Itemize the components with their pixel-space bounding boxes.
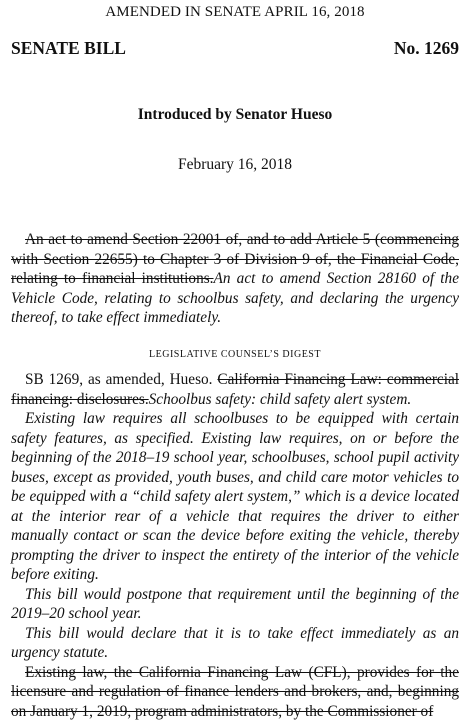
amended-notice: AMENDED IN SENATE APRIL 16, 2018 [0,4,470,21]
introduced-by: Introduced by Senator Hueso [0,106,470,124]
bill-header [11,38,459,59]
struck-title: An act to amend Section 22001 of, and to add Article 5 (commencing with Section 22655) to Chapter 3 of Division 9 of, the Financial Code, relating to financial institutions. [11,231,459,287]
introduction-date: February 16, 2018 [0,156,470,174]
bill-title [11,230,459,328]
digest-paragraph-1: Existing law requires all schoolbuses to be equipped with certain safety features, as specified. Existing law requires, on or before the beginning of the 2018–19 school year, schoolbuses, school pupil activity buses, except as provided, youth buses, and child care motor vehicles to be equipped with a “child safety alert system,” which is a device located at the interior rear of a vehicle that requires the driver to either manually contact or scan the device before exiting the vehicle, thereby prompting the driver to inspect the entirety of the interior of the vehicle before exiting. [11,409,459,585]
digest-paragraph-2: This bill would postpone that requirement until the beginning of the 2019–20 school year. [11,585,459,624]
digest-heading: LEGISLATIVE COUNSEL’S DIGEST [0,349,470,360]
struck-subject: California Financing Law: commercial financing: disclosures. [11,371,459,408]
bill-type: SENATE BILL [11,38,126,59]
new-subject: Schoolbus safety: child safety alert system. [149,391,412,408]
amended-title: An act to amend Section 28160 of the Vehicle Code, relating to schoolbus safety, and declaring the urgency thereof, to take effect immediately. [11,270,459,326]
digest-paragraph-3: This bill would declare that it is to take effect immediately as an urgency statute. [11,624,459,663]
digest-subject [11,370,459,409]
digest-body [11,370,459,721]
digest-paragraph-4-struck: Existing law, the California Financing Law (CFL), provides for the licensure and regulation of finance lenders and brokers, and, beginning on January 1, 2019, program administrators, by the Commissioner of [11,663,459,721]
sb-prefix: SB 1269, as amended, Hueso. [25,371,213,388]
bill-number: No. 1269 [394,38,459,59]
